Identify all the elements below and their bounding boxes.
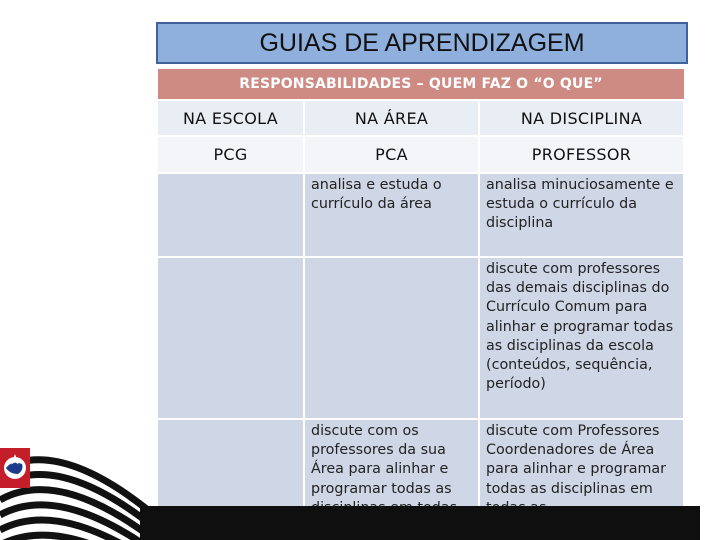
table-cell: analisa minuciosamente e estuda o currículo da disciplina: [480, 174, 685, 258]
table-cell: discute com Professores Coordenadores de Área para alinhar e programar todas as disciplinas em: [480, 420, 685, 540]
table-cell: [305, 258, 480, 420]
page-subtitle: RESPONSABILIDADES – QUEM FAZ O “O QUE”: [158, 67, 684, 99]
role-professor: PROFESSOR: [480, 137, 685, 174]
role-pcg: PCG: [158, 137, 305, 174]
table-cell: [158, 258, 305, 420]
page-title: GUIAS DE APRENDIZAGEM: [156, 22, 688, 64]
state-flag-logo: [0, 430, 160, 540]
column-header-area: NA ÁREA: [305, 101, 480, 137]
column-header-disciplina: NA DISCIPLINA: [480, 101, 685, 137]
table-cell: analisa e estuda o currículo da área: [305, 174, 480, 258]
table-cell: discute com os professores da sua Área para alinhar e programar todas as: [305, 420, 480, 540]
table-cell: [158, 174, 305, 258]
table-cell: discute com professores das demais disciplinas do Currículo Comum para alinhar e programar todas as disciplinas da escola (conteúdos, sequência, período): [480, 258, 685, 420]
footer-bar: [140, 506, 700, 540]
column-header-escola: NA ESCOLA: [158, 101, 305, 137]
role-pca: PCA: [305, 137, 480, 174]
